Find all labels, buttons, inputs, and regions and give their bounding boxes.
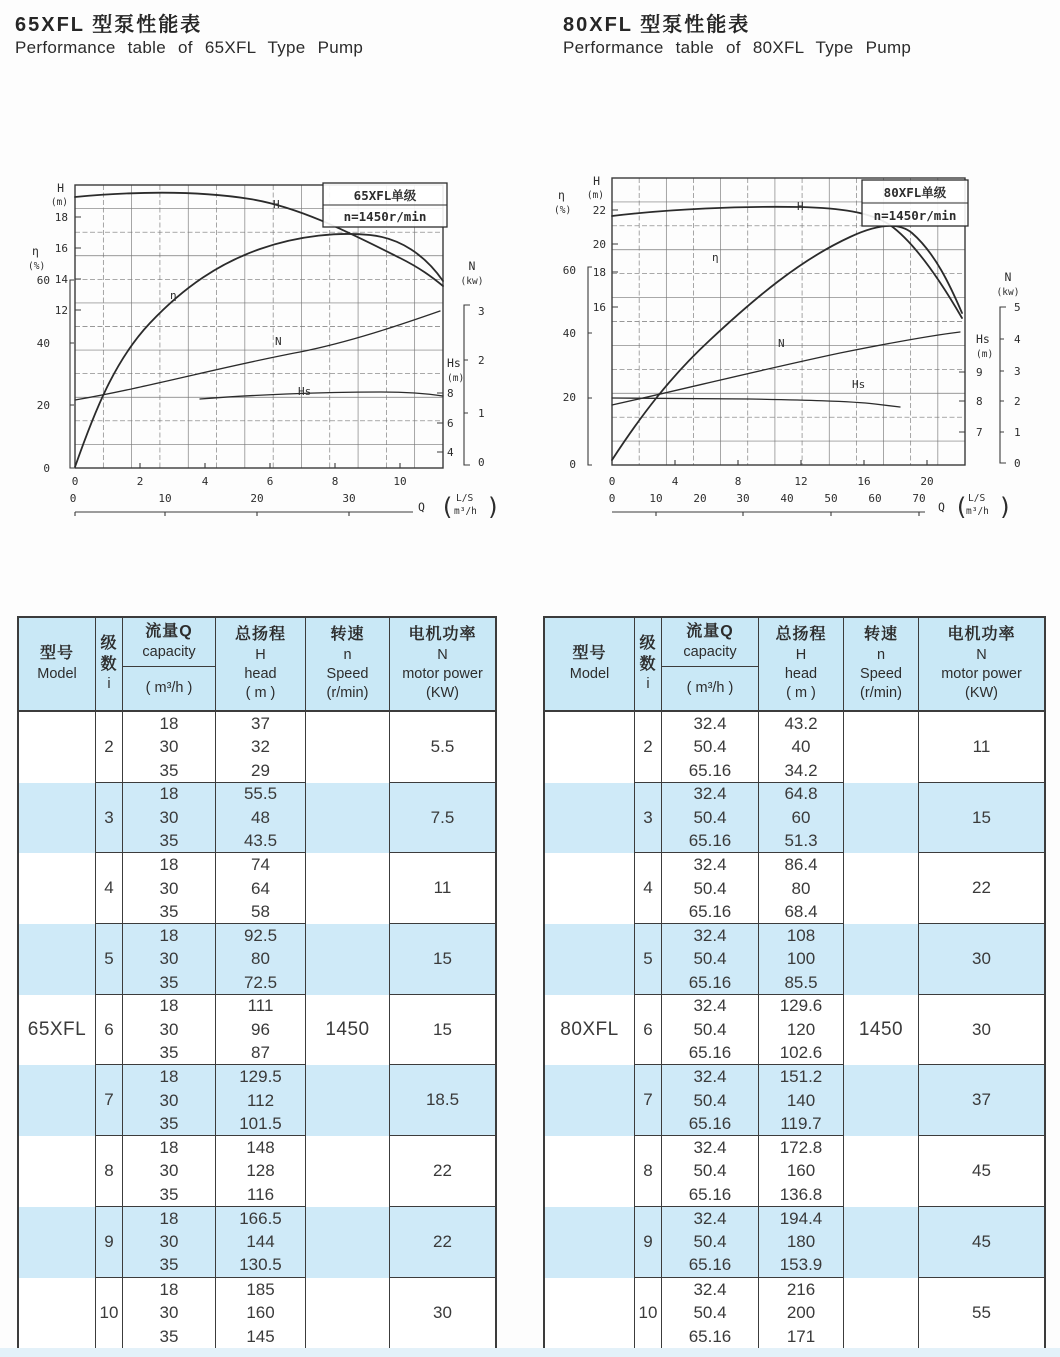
header-stage-line: i xyxy=(646,676,650,693)
n-curve-label: N xyxy=(275,335,282,348)
header-stage-line: 数 xyxy=(100,655,118,673)
header-head-zh: 总扬程 xyxy=(234,626,286,644)
header-power-symbol: N xyxy=(437,647,448,664)
header-power-unit: (KW) xyxy=(425,684,459,701)
section-title-zh: 80XFL 型泵性能表 xyxy=(563,14,751,36)
header-speed-unit: (r/min) xyxy=(860,684,902,701)
header-stage-line: 级 xyxy=(639,634,657,652)
power-cell: 22 xyxy=(390,1207,495,1278)
hs-tick: 4 xyxy=(447,446,454,459)
stage-cell: 8 xyxy=(96,1136,123,1207)
q-m3h-tick: 40 xyxy=(780,492,794,505)
hs-tick: 8 xyxy=(976,395,983,408)
h-tick: 12 xyxy=(54,304,68,317)
head-cell: 86.4 80 68.4 xyxy=(759,853,844,924)
header-capacity-zh: 流量Q xyxy=(686,623,734,641)
header-power-en: motor power xyxy=(941,665,1022,682)
q-paren-close: ) xyxy=(486,493,501,520)
performance-chart-65xfl xyxy=(20,155,520,520)
legend-speed: n=1450r/min xyxy=(873,208,957,223)
capacity-cell: 32.4 50.4 65.16 xyxy=(662,853,759,924)
hs-curve xyxy=(200,392,443,399)
power-cell: 11 xyxy=(390,853,495,924)
performance-chart-80xfl xyxy=(540,155,1060,520)
q-paren-open: ( xyxy=(954,493,969,520)
head-cell: 55.5 48 43.5 xyxy=(216,783,306,854)
capacity-cell: 32.4 50.4 65.16 xyxy=(662,1136,759,1207)
head-cell: 166.5 144 130.5 xyxy=(216,1207,306,1278)
header-cell-stages xyxy=(96,618,123,712)
header-cell-speed xyxy=(306,618,390,712)
n-curve-label: N xyxy=(778,337,785,350)
power-cell: 30 xyxy=(919,995,1044,1066)
eta-axis-symbol: η xyxy=(558,188,565,202)
n-tick: 0 xyxy=(1014,457,1021,470)
n-tick: 2 xyxy=(478,354,485,367)
legend-model: 80XFL单级 xyxy=(883,185,947,200)
power-cell: 7.5 xyxy=(390,783,495,854)
header-cell-capacity xyxy=(123,618,216,712)
stage-cell: 9 xyxy=(96,1207,123,1278)
q-axis-symbol: Q xyxy=(418,500,425,514)
header-speed-en: Speed xyxy=(860,665,902,682)
q-ls-tick: 8 xyxy=(331,475,339,488)
stage-cell: 5 xyxy=(635,924,662,995)
n-tick: 4 xyxy=(1014,333,1021,346)
q-ls-tick: 20 xyxy=(920,475,934,488)
stage-cell: 5 xyxy=(96,924,123,995)
head-cell: 108 100 85.5 xyxy=(759,924,844,995)
header-cell-model xyxy=(19,618,96,712)
q-m3h-tick: 10 xyxy=(158,492,172,505)
power-cell: 15 xyxy=(390,995,495,1066)
capacity-cell: 32.4 50.4 65.16 xyxy=(662,1278,759,1349)
capacity-cell: 32.4 50.4 65.16 xyxy=(662,1207,759,1278)
header-head-en: head xyxy=(784,665,818,682)
stage-cell: 2 xyxy=(635,712,662,783)
n-axis xyxy=(997,270,1021,470)
q-axis xyxy=(609,475,1013,520)
power-cell: 55 xyxy=(972,1302,991,1322)
hs-axis-symbol: Hs xyxy=(447,356,461,370)
header-speed-zh: 转速 xyxy=(330,626,365,644)
stage-cell: 7 xyxy=(96,1065,123,1136)
q-unit-m3h: m³/h xyxy=(454,506,477,517)
capacity-cell: 32.4 50.4 65.16 xyxy=(662,783,759,854)
q-paren-close: ) xyxy=(998,493,1013,520)
h-axis-symbol: H xyxy=(57,181,64,195)
h-axis xyxy=(51,181,69,317)
eta-axis-unit: (%) xyxy=(554,205,572,216)
power-cell: 22 xyxy=(390,1136,495,1207)
n-curve xyxy=(612,332,960,405)
header-speed-zh: 转速 xyxy=(863,626,898,644)
eta-tick: 20 xyxy=(562,391,576,404)
eta-tick: 0 xyxy=(43,462,50,475)
section-title-en: Performance table of 80XFL Type Pump xyxy=(563,38,912,57)
power-cell: 45 xyxy=(919,1136,1044,1207)
section-title-en: Performance table of 65XFL Type Pump xyxy=(15,38,364,57)
chart-legend xyxy=(323,183,447,227)
header-capacity-unit: ( m³/h ) xyxy=(145,680,193,697)
header-cell-model xyxy=(545,618,635,712)
stage-cell: 2 xyxy=(96,712,123,783)
header-cell-head xyxy=(216,618,306,712)
header-cell-head xyxy=(759,618,844,712)
head-cell: 64.8 60 51.3 xyxy=(759,783,844,854)
head-cell: 172.8 160 136.8 xyxy=(759,1136,844,1207)
header-head-symbol: H xyxy=(795,647,807,664)
hs-tick: 9 xyxy=(976,366,983,379)
header-speed-symbol: n xyxy=(876,647,886,664)
header-speed-symbol: n xyxy=(343,647,352,664)
capacity-cell: 18 30 35 xyxy=(123,995,216,1066)
header-capacity-zh: 流量Q xyxy=(145,623,193,641)
capacity-cell: 18 30 35 xyxy=(123,712,216,783)
n-axis-symbol: N xyxy=(1004,270,1012,284)
eta-tick: 60 xyxy=(562,264,576,277)
speed-cell: 1450 xyxy=(306,712,390,1348)
model-cell: 80XFL xyxy=(545,712,635,1348)
edge-ticks xyxy=(612,210,965,465)
stage-cell: 3 xyxy=(635,783,662,854)
q-unit-ls: L/S xyxy=(968,493,986,504)
q-ls-tick: 10 xyxy=(393,475,407,488)
eta-tick: 20 xyxy=(36,399,50,412)
q-paren-open: ( xyxy=(440,493,455,520)
hs-curve-label: Hs xyxy=(852,378,866,391)
header-capacity-en: capacity xyxy=(142,644,196,661)
header-cell-power xyxy=(390,618,495,712)
q-m3h-tick: 20 xyxy=(693,492,707,505)
hs-axis-unit: (m) xyxy=(447,373,465,384)
eta-tick: 0 xyxy=(569,458,576,471)
capacity-cell: 32.4 50.4 65.16 xyxy=(662,1065,759,1136)
eta-tick: 60 xyxy=(36,274,50,287)
head-cell: 148 128 116 xyxy=(216,1136,306,1207)
header-model-en: Model xyxy=(569,665,610,682)
eta-curve-label: η xyxy=(170,289,177,302)
header-power-unit: (KW) xyxy=(964,684,998,701)
hs-tick: 7 xyxy=(976,426,983,439)
h-axis-symbol: H xyxy=(593,174,600,188)
power-cell: 37 xyxy=(919,1065,1044,1136)
header-head-en: head xyxy=(244,665,277,682)
stage-cell: 10 xyxy=(635,1278,662,1349)
header-capacity-unit: ( m³/h ) xyxy=(686,680,734,697)
eta-curve xyxy=(75,234,443,467)
stage-cell: 8 xyxy=(635,1136,662,1207)
power-cell: 18.5 xyxy=(390,1065,495,1136)
section-title-zh: 65XFL 型泵性能表 xyxy=(15,14,203,36)
speed-cell: 1450 xyxy=(844,712,919,1348)
model-cell: 65XFL xyxy=(19,712,96,1348)
h-tick: 14 xyxy=(54,273,68,286)
q-unit-m3h: m³/h xyxy=(966,506,989,517)
q-m3h-tick: 70 xyxy=(912,492,926,505)
legend-speed: n=1450r/min xyxy=(343,209,427,224)
h-axis-unit: (m) xyxy=(586,190,604,201)
n-tick: 3 xyxy=(1014,365,1021,378)
hs-tick: 8 xyxy=(447,387,454,400)
h-tick: 22 xyxy=(592,204,606,217)
stage-cell: 6 xyxy=(96,995,123,1066)
n-axis-symbol: N xyxy=(468,259,476,273)
q-ls-tick: 2 xyxy=(136,475,144,488)
power-cell: 22 xyxy=(919,853,1044,924)
page-bottom-strip xyxy=(0,1348,1060,1357)
n-axis-unit: (kw) xyxy=(460,276,484,287)
q-ls-tick: 4 xyxy=(201,475,209,488)
n-tick: 3 xyxy=(478,305,485,318)
power-cell: 45 xyxy=(919,1207,1044,1278)
header-head-unit: ( m ) xyxy=(245,684,276,701)
q-m3h-tick: 50 xyxy=(824,492,838,505)
capacity-cell: 18 30 35 xyxy=(123,1278,216,1349)
head-cell: 74 64 58 xyxy=(216,853,306,924)
q-m3h-tick: 30 xyxy=(342,492,356,505)
capacity-cell: 32.4 50.4 65.16 xyxy=(662,924,759,995)
h-tick: 18 xyxy=(54,211,68,224)
header-model-en: Model xyxy=(37,665,77,682)
power-cell: 5.5 xyxy=(390,712,495,783)
header-power-en: motor power xyxy=(402,665,483,682)
hs-axis-unit: (m) xyxy=(976,349,994,360)
capacity-cell: 32.4 50.4 65.16 xyxy=(662,995,759,1066)
eta-axis xyxy=(554,188,592,471)
capacity-cell: 18 30 35 xyxy=(123,924,216,995)
stage-cell: 3 xyxy=(96,783,123,854)
head-cell: 111 96 87 xyxy=(216,995,306,1066)
header-head-symbol: H xyxy=(255,647,266,664)
edge-ticks xyxy=(75,217,443,468)
n-tick: 1 xyxy=(1014,426,1021,439)
n-curve xyxy=(75,311,440,400)
head-cell: 151.2 140 119.7 xyxy=(759,1065,844,1136)
header-head-zh: 总扬程 xyxy=(775,626,827,644)
capacity-cell: 18 30 35 xyxy=(123,1065,216,1136)
q-ls-tick: 12 xyxy=(794,475,808,488)
h-axis-unit: (m) xyxy=(50,197,68,208)
chart-legend xyxy=(862,180,968,226)
head-cell: 37 32 29 xyxy=(216,712,306,783)
header-cell-speed xyxy=(844,618,919,712)
head-cell: 194.4 180 153.9 xyxy=(759,1207,844,1278)
n-axis xyxy=(461,259,485,469)
h-tick: 18 xyxy=(592,266,606,279)
performance-table-65xfl xyxy=(17,616,497,1350)
legend-model: 65XFL单级 xyxy=(353,188,417,203)
eta-curve xyxy=(612,226,962,460)
header-power-zh: 电机功率 xyxy=(408,626,477,644)
hs-axis xyxy=(976,332,993,439)
q-ls-tick: 0 xyxy=(71,475,79,488)
capacity-cell: 18 30 35 xyxy=(123,783,216,854)
h-tick: 16 xyxy=(54,242,68,255)
capacity-cell: 18 30 35 xyxy=(123,1207,216,1278)
n-axis-unit: (kw) xyxy=(996,287,1020,298)
eta-axis-symbol: η xyxy=(32,244,39,258)
stage-cell: 4 xyxy=(96,853,123,924)
n-tick: 0 xyxy=(478,456,485,469)
header-power-zh: 电机功率 xyxy=(947,626,1016,644)
n-tick: 2 xyxy=(1014,395,1021,408)
eta-axis-unit: (%) xyxy=(28,261,46,272)
stage-cell: 9 xyxy=(635,1207,662,1278)
head-cell: 129.5 112 101.5 xyxy=(216,1065,306,1136)
hs-axis xyxy=(447,356,464,459)
header-stage-line: i xyxy=(107,676,111,693)
header-power-symbol: N xyxy=(976,647,987,664)
capacity-cell: 32.4 50.4 65.16 xyxy=(662,712,759,783)
capacity-cell: 18 30 35 xyxy=(123,853,216,924)
n-tick: 1 xyxy=(478,407,485,420)
head-cell: 43.2 40 34.2 xyxy=(759,712,844,783)
h-tick: 16 xyxy=(592,301,606,314)
q-ls-tick: 6 xyxy=(266,475,274,488)
q-m3h-tick: 10 xyxy=(649,492,663,505)
q-m3h-tick: 0 xyxy=(608,492,616,505)
q-m3h-tick: 60 xyxy=(868,492,882,505)
eta-tick: 40 xyxy=(562,327,576,340)
header-cell-power xyxy=(919,618,1044,712)
h-curve-label: H xyxy=(797,200,804,213)
q-axis-symbol: Q xyxy=(938,500,945,514)
q-axis xyxy=(70,475,501,520)
stage-cell: 4 xyxy=(635,853,662,924)
n-tick: 5 xyxy=(1014,301,1021,314)
q-unit-ls: L/S xyxy=(456,493,474,504)
head-cell: 185 160 145 xyxy=(216,1278,306,1349)
header-head-unit: ( m ) xyxy=(786,684,816,701)
stage-cell: 6 xyxy=(635,995,662,1066)
head-cell: 129.6 120 102.6 xyxy=(759,995,844,1066)
q-m3h-tick: 0 xyxy=(69,492,77,505)
h-curve-label: H xyxy=(273,198,280,211)
hs-axis-symbol: Hs xyxy=(976,332,990,346)
q-ls-tick: 4 xyxy=(671,475,679,488)
q-ls-tick: 16 xyxy=(857,475,871,488)
power-cell: 30 xyxy=(919,924,1044,995)
q-ls-tick: 8 xyxy=(734,475,742,488)
head-cell: 92.5 80 72.5 xyxy=(216,924,306,995)
header-capacity-en: capacity xyxy=(683,644,737,661)
header-model-zh: 型号 xyxy=(572,645,607,663)
head-cell: 216 200 171 xyxy=(759,1278,844,1349)
h-tick: 20 xyxy=(592,238,606,251)
header-stage-line: 级 xyxy=(100,634,118,652)
header-model-zh: 型号 xyxy=(39,645,74,663)
q-m3h-tick: 30 xyxy=(736,492,750,505)
power-cell: 11 xyxy=(919,712,1044,783)
header-cell-stages xyxy=(635,618,662,712)
stage-cell: 7 xyxy=(635,1065,662,1136)
power-cell: 30 xyxy=(433,1302,452,1322)
stage-cell: 10 xyxy=(96,1278,123,1349)
h-axis xyxy=(587,174,606,314)
header-cell-capacity xyxy=(662,618,759,712)
capacity-cell: 18 30 35 xyxy=(123,1136,216,1207)
eta-tick: 40 xyxy=(36,337,50,350)
section-80xfl xyxy=(530,0,1060,1357)
header-stage-line: 数 xyxy=(639,655,657,673)
power-cell: 15 xyxy=(919,783,1044,854)
header-speed-en: Speed xyxy=(326,665,369,682)
performance-table-80xfl xyxy=(543,616,1046,1350)
header-speed-unit: (r/min) xyxy=(326,684,369,701)
eta-curve-label: η xyxy=(712,251,719,264)
hs-tick: 6 xyxy=(447,417,454,430)
q-ls-tick: 0 xyxy=(608,475,616,488)
q-m3h-tick: 20 xyxy=(250,492,264,505)
hs-curve-label: Hs xyxy=(298,385,312,398)
power-cell: 15 xyxy=(390,924,495,995)
